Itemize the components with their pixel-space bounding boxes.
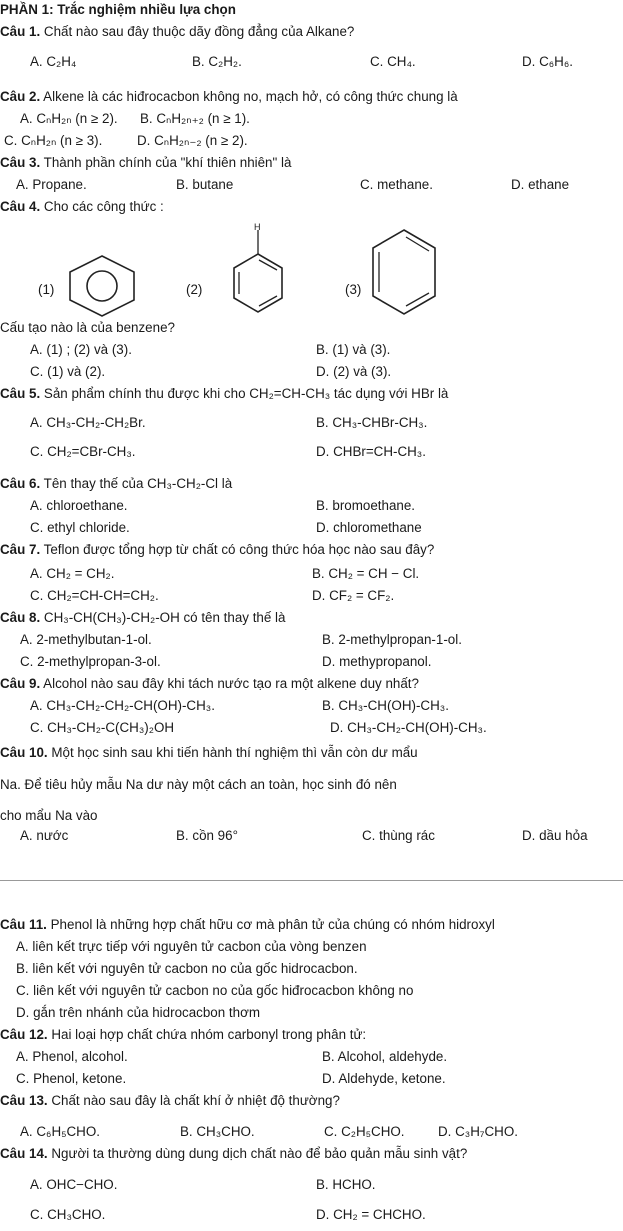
- question-3-label: Câu 3.: [0, 155, 41, 170]
- question-13-label: Câu 13.: [0, 1093, 48, 1108]
- question-13-text: Chất nào sau đây là chất khí ở nhiệt độ thường?: [47, 1093, 340, 1108]
- question-7: [0, 542, 434, 559]
- question-2-text: Alkene là các hiđrocacbon không no, mạch hở, có công thức chung là: [40, 89, 458, 104]
- q6-option-a: A. chloroethane.: [30, 498, 128, 513]
- q13-option-c: C. C₂H₅CHO.: [324, 1124, 405, 1139]
- benzene-ring-circle-structure: [66, 254, 138, 318]
- q8-option-a: A. 2-methylbutan-1-ol.: [20, 632, 152, 647]
- question-2-label: Câu 2.: [0, 89, 41, 104]
- q1-option-a: A. C₂H₄: [30, 54, 77, 69]
- part-title: PHẦN 1: Trắc nghiệm nhiều lựa chọn: [0, 2, 236, 17]
- q5-option-c: C. CH₂=CBr-CH₃.: [30, 444, 136, 459]
- question-10: [0, 745, 418, 762]
- q12-option-c: C. Phenol, ketone.: [16, 1071, 127, 1086]
- section-divider: [0, 880, 623, 881]
- question-14-text: Người ta thường dùng dung dịch chất nào để bảo quản mẫu sinh vật?: [47, 1146, 468, 1161]
- question-12-label: Câu 12.: [0, 1027, 48, 1042]
- q2-option-b: B. CₙH₂ₙ₊₂ (n ≥ 1).: [140, 111, 250, 126]
- question-9-label: Câu 9.: [0, 676, 41, 691]
- question-4-prompt: Cấu tạo nào là của benzene?: [0, 320, 175, 335]
- q1-option-c: C. CH₄.: [370, 54, 416, 69]
- formula-2-label: (2): [186, 282, 203, 297]
- question-9: [0, 676, 419, 693]
- q5-option-b: B. CH₃-CHBr-CH₃.: [316, 415, 428, 430]
- formula-3-label: (3): [345, 282, 362, 297]
- q9-option-c: C. CH₃-CH₂-C(CH₃)₂OH: [30, 720, 175, 735]
- question-6: [0, 476, 232, 493]
- q3-option-b: B. butane: [176, 177, 234, 192]
- q1-option-d: D. C₆H₆.: [522, 54, 573, 69]
- question-6-text: Tên thay thế của CH₃-CH₂-Cl là: [40, 476, 233, 491]
- formula-2-h-atom: H: [254, 222, 261, 232]
- q9-option-b: B. CH₃-CH(OH)-CH₃.: [322, 698, 449, 713]
- q6-option-b: B. bromoethane.: [316, 498, 416, 513]
- q12-option-d: D. Aldehyde, ketone.: [322, 1071, 446, 1086]
- q10-option-d: D. dầu hỏa: [522, 828, 588, 843]
- q13-option-b: B. CH₃CHO.: [180, 1124, 255, 1139]
- question-4-text: Cho các công thức :: [40, 199, 164, 214]
- q13-option-a: A. C₆H₅CHO.: [20, 1124, 100, 1139]
- question-8-text: CH₃-CH(CH₃)-CH₂-OH có tên thay thế là: [40, 610, 286, 625]
- q2-option-a: A. CₙH₂ₙ (n ≥ 2).: [20, 111, 118, 126]
- question-9-text: Alcohol nào sau đây khi tách nước tạo ra một alkene duy nhất?: [40, 676, 419, 691]
- q7-option-c: C. CH₂=CH-CH=CH₂.: [30, 588, 159, 603]
- q14-option-d: D. CH₂ = CHCHO.: [316, 1207, 426, 1222]
- q4-option-d: D. (2) và (3).: [316, 364, 392, 379]
- question-5-text: Sản phẩm chính thu được khi cho CH₂=CH-CH₃ tác dụng với HBr là: [40, 386, 449, 401]
- question-4: [0, 199, 164, 216]
- question-12-text: Hai loại hợp chất chứa nhóm carbonyl trong phân tử:: [47, 1027, 367, 1042]
- question-8-label: Câu 8.: [0, 610, 41, 625]
- question-11-label: Câu 11.: [0, 917, 47, 932]
- q7-option-b: B. CH₂ = CH − Cl.: [312, 566, 420, 581]
- q10-option-c: C. thùng rác: [362, 828, 435, 843]
- q2-option-d: D. CₙH₂ₙ₋₂ (n ≥ 2).: [137, 133, 248, 148]
- question-3-text: Thành phần chính của "khí thiên nhiên" là: [40, 155, 292, 170]
- question-5-label: Câu 5.: [0, 386, 41, 401]
- question-7-label: Câu 7.: [0, 542, 41, 557]
- q14-option-b: B. HCHO.: [316, 1177, 376, 1192]
- question-14: [0, 1146, 467, 1163]
- q14-option-c: C. CH₃CHO.: [30, 1207, 106, 1222]
- question-13: [0, 1093, 340, 1110]
- question-6-label: Câu 6.: [0, 476, 41, 491]
- q10-option-a: A. nước: [20, 828, 69, 843]
- q8-option-d: D. methypropanol.: [322, 654, 432, 669]
- question-10-line-3: cho mẩu Na vào: [0, 808, 98, 823]
- q9-option-a: A. CH₃-CH₂-CH₂-CH(OH)-CH₃.: [30, 698, 215, 713]
- formula-1-label: (1): [38, 282, 55, 297]
- question-11: [0, 917, 495, 934]
- question-14-label: Câu 14.: [0, 1146, 48, 1161]
- q8-option-c: C. 2-methylpropan-3-ol.: [20, 654, 161, 669]
- q3-option-a: A. Propane.: [16, 177, 87, 192]
- q7-option-d: D. CF₂ = CF₂.: [312, 588, 395, 603]
- q10-option-b: B. cồn 96°: [176, 828, 238, 843]
- question-1-text: Chất nào sau đây thuộc dãy đồng đẳng của Alkane?: [40, 24, 355, 39]
- q4-option-b: B. (1) và (3).: [316, 342, 391, 357]
- question-8: [0, 610, 285, 627]
- q11-option-d: D. gắn trên nhánh của hidrocacbon thơm: [16, 1005, 261, 1020]
- q3-option-c: C. methane.: [360, 177, 433, 192]
- q9-option-d: D. CH₃-CH₂-CH(OH)-CH₃.: [330, 720, 487, 735]
- question-1: [0, 24, 354, 41]
- question-10-line-2: Na. Để tiêu hủy mẫu Na dư này một cách an toàn, học sinh đó nên: [0, 777, 397, 792]
- q1-option-b: B. C₂H₂.: [192, 54, 242, 69]
- q7-option-a: A. CH₂ = CH₂.: [30, 566, 115, 581]
- question-10-text: Một học sinh sau khi tiến hành thí nghiệm thì vẫn còn dư mẩu: [47, 745, 418, 760]
- question-11-text: Phenol là những hợp chất hữu cơ mà phân tử của chúng có nhóm hidroxyl: [46, 917, 495, 932]
- question-1-label: Câu 1.: [0, 24, 41, 39]
- q6-option-c: C. ethyl chloride.: [30, 520, 130, 535]
- cyclohexatriene-with-h-structure: [230, 226, 286, 318]
- q4-option-a: A. (1) ; (2) và (3).: [30, 342, 132, 357]
- question-3: [0, 155, 291, 172]
- q4-option-c: C. (1) và (2).: [30, 364, 106, 379]
- q13-option-d: D. C₃H₇CHO.: [438, 1124, 518, 1139]
- question-2: [0, 89, 458, 106]
- q12-option-a: A. Phenol, alcohol.: [16, 1049, 128, 1064]
- question-7-text: Teflon được tổng hợp từ chất có công thức hóa học nào sau đây?: [40, 542, 435, 557]
- q11-option-a: A. liên kết trực tiếp với nguyên tử cacbon của vòng benzen: [16, 939, 367, 954]
- q5-option-a: A. CH₃-CH₂-CH₂Br.: [30, 415, 146, 430]
- question-12: [0, 1027, 366, 1044]
- q11-option-b: B. liên kết với nguyên tử cacbon no của gốc hidrocacbon.: [16, 961, 358, 976]
- q6-option-d: D. chloromethane: [316, 520, 422, 535]
- q5-option-d: D. CHBr=CH-CH₃.: [316, 444, 426, 459]
- q8-option-b: B. 2-methylpropan-1-ol.: [322, 632, 462, 647]
- question-5: [0, 386, 448, 403]
- q3-option-d: D. ethane: [511, 177, 570, 192]
- q14-option-a: A. OHC−CHO.: [30, 1177, 118, 1192]
- q11-option-c: C. liên kết với nguyên tử cacbon no của gốc hiđrocacbon không no: [16, 983, 414, 998]
- question-4-label: Câu 4.: [0, 199, 41, 214]
- q2-option-c: C. CₙH₂ₙ (n ≥ 3).: [4, 133, 103, 148]
- kekule-benzene-structure: [370, 228, 438, 318]
- q12-option-b: B. Alcohol, aldehyde.: [322, 1049, 448, 1064]
- question-10-label: Câu 10.: [0, 745, 48, 760]
